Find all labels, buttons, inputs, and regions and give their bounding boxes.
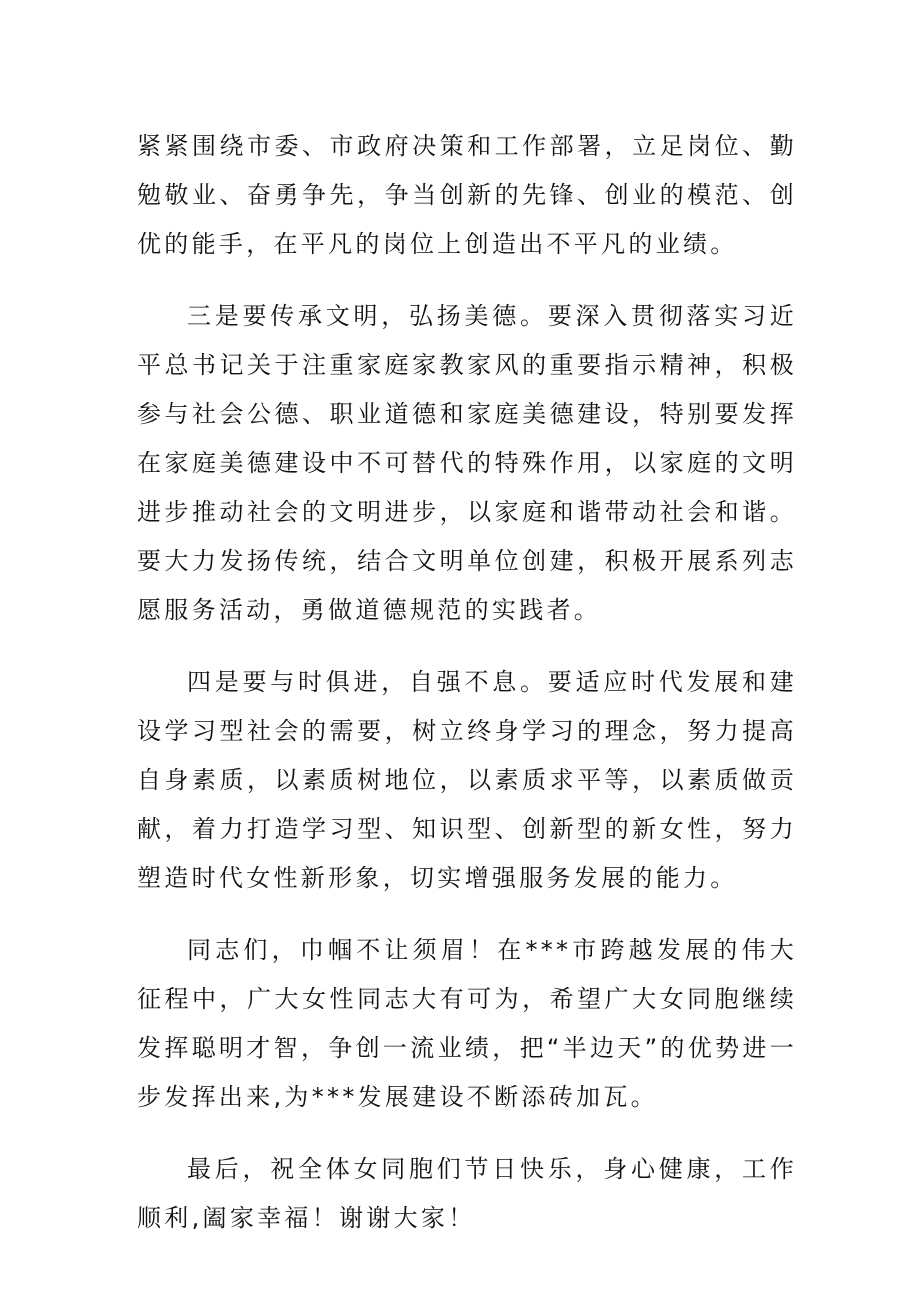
paragraph-continued: 紧紧围绕市委、市政府决策和工作部署，立足岗位、勤勉敬业、奋勇争先，争当创新的先锋、创业的模范、创优的能手，在平凡的岗位上创造出不平凡的业绩。 [137,132,797,258]
paragraph-comrades: 同志们，巾帼不让须眉！在***市跨越发展的伟大征程中，广大女性同志大有可为，希望广大女同胞继续发挥聪明才智，争创一流业绩，把“半边天”的优势进一步发挥出来,为***发展建设不断添砖加瓦。 [137,936,797,1111]
paragraph-third-point: 三是要传承文明，弘扬美德。要深入贯彻落实习近平总书记关于注重家庭家教家风的重要指示精神，积极参与社会公德、职业道德和家庭美德建设，特别要发挥在家庭美德建设中不可替代的特殊作用，以家庭的文明进步推动社会的文明进步，以家庭和谐带动社会和谐。要大力发扬传统，结合文明单位创建，积极开展系列志愿服务活动，勇做道德规范的实践者。 [137,302,797,624]
paragraph-fourth-point: 四是要与时俱进，自强不息。要适应时代发展和建设学习型社会的需要，树立终身学习的理念，努力提高自身素质，以素质树地位，以素质求平等，以素质做贡献，着力打造学习型、知识型、创新型的新女性，努力塑造时代女性新形象，切实增强服务发展的能力。 [137,668,797,892]
document-body [137,122,797,1243]
paragraph-closing: 最后，祝全体女同胞们节日快乐，身心健康，工作顺利,阖家幸福！谢谢大家！ [137,1155,797,1232]
